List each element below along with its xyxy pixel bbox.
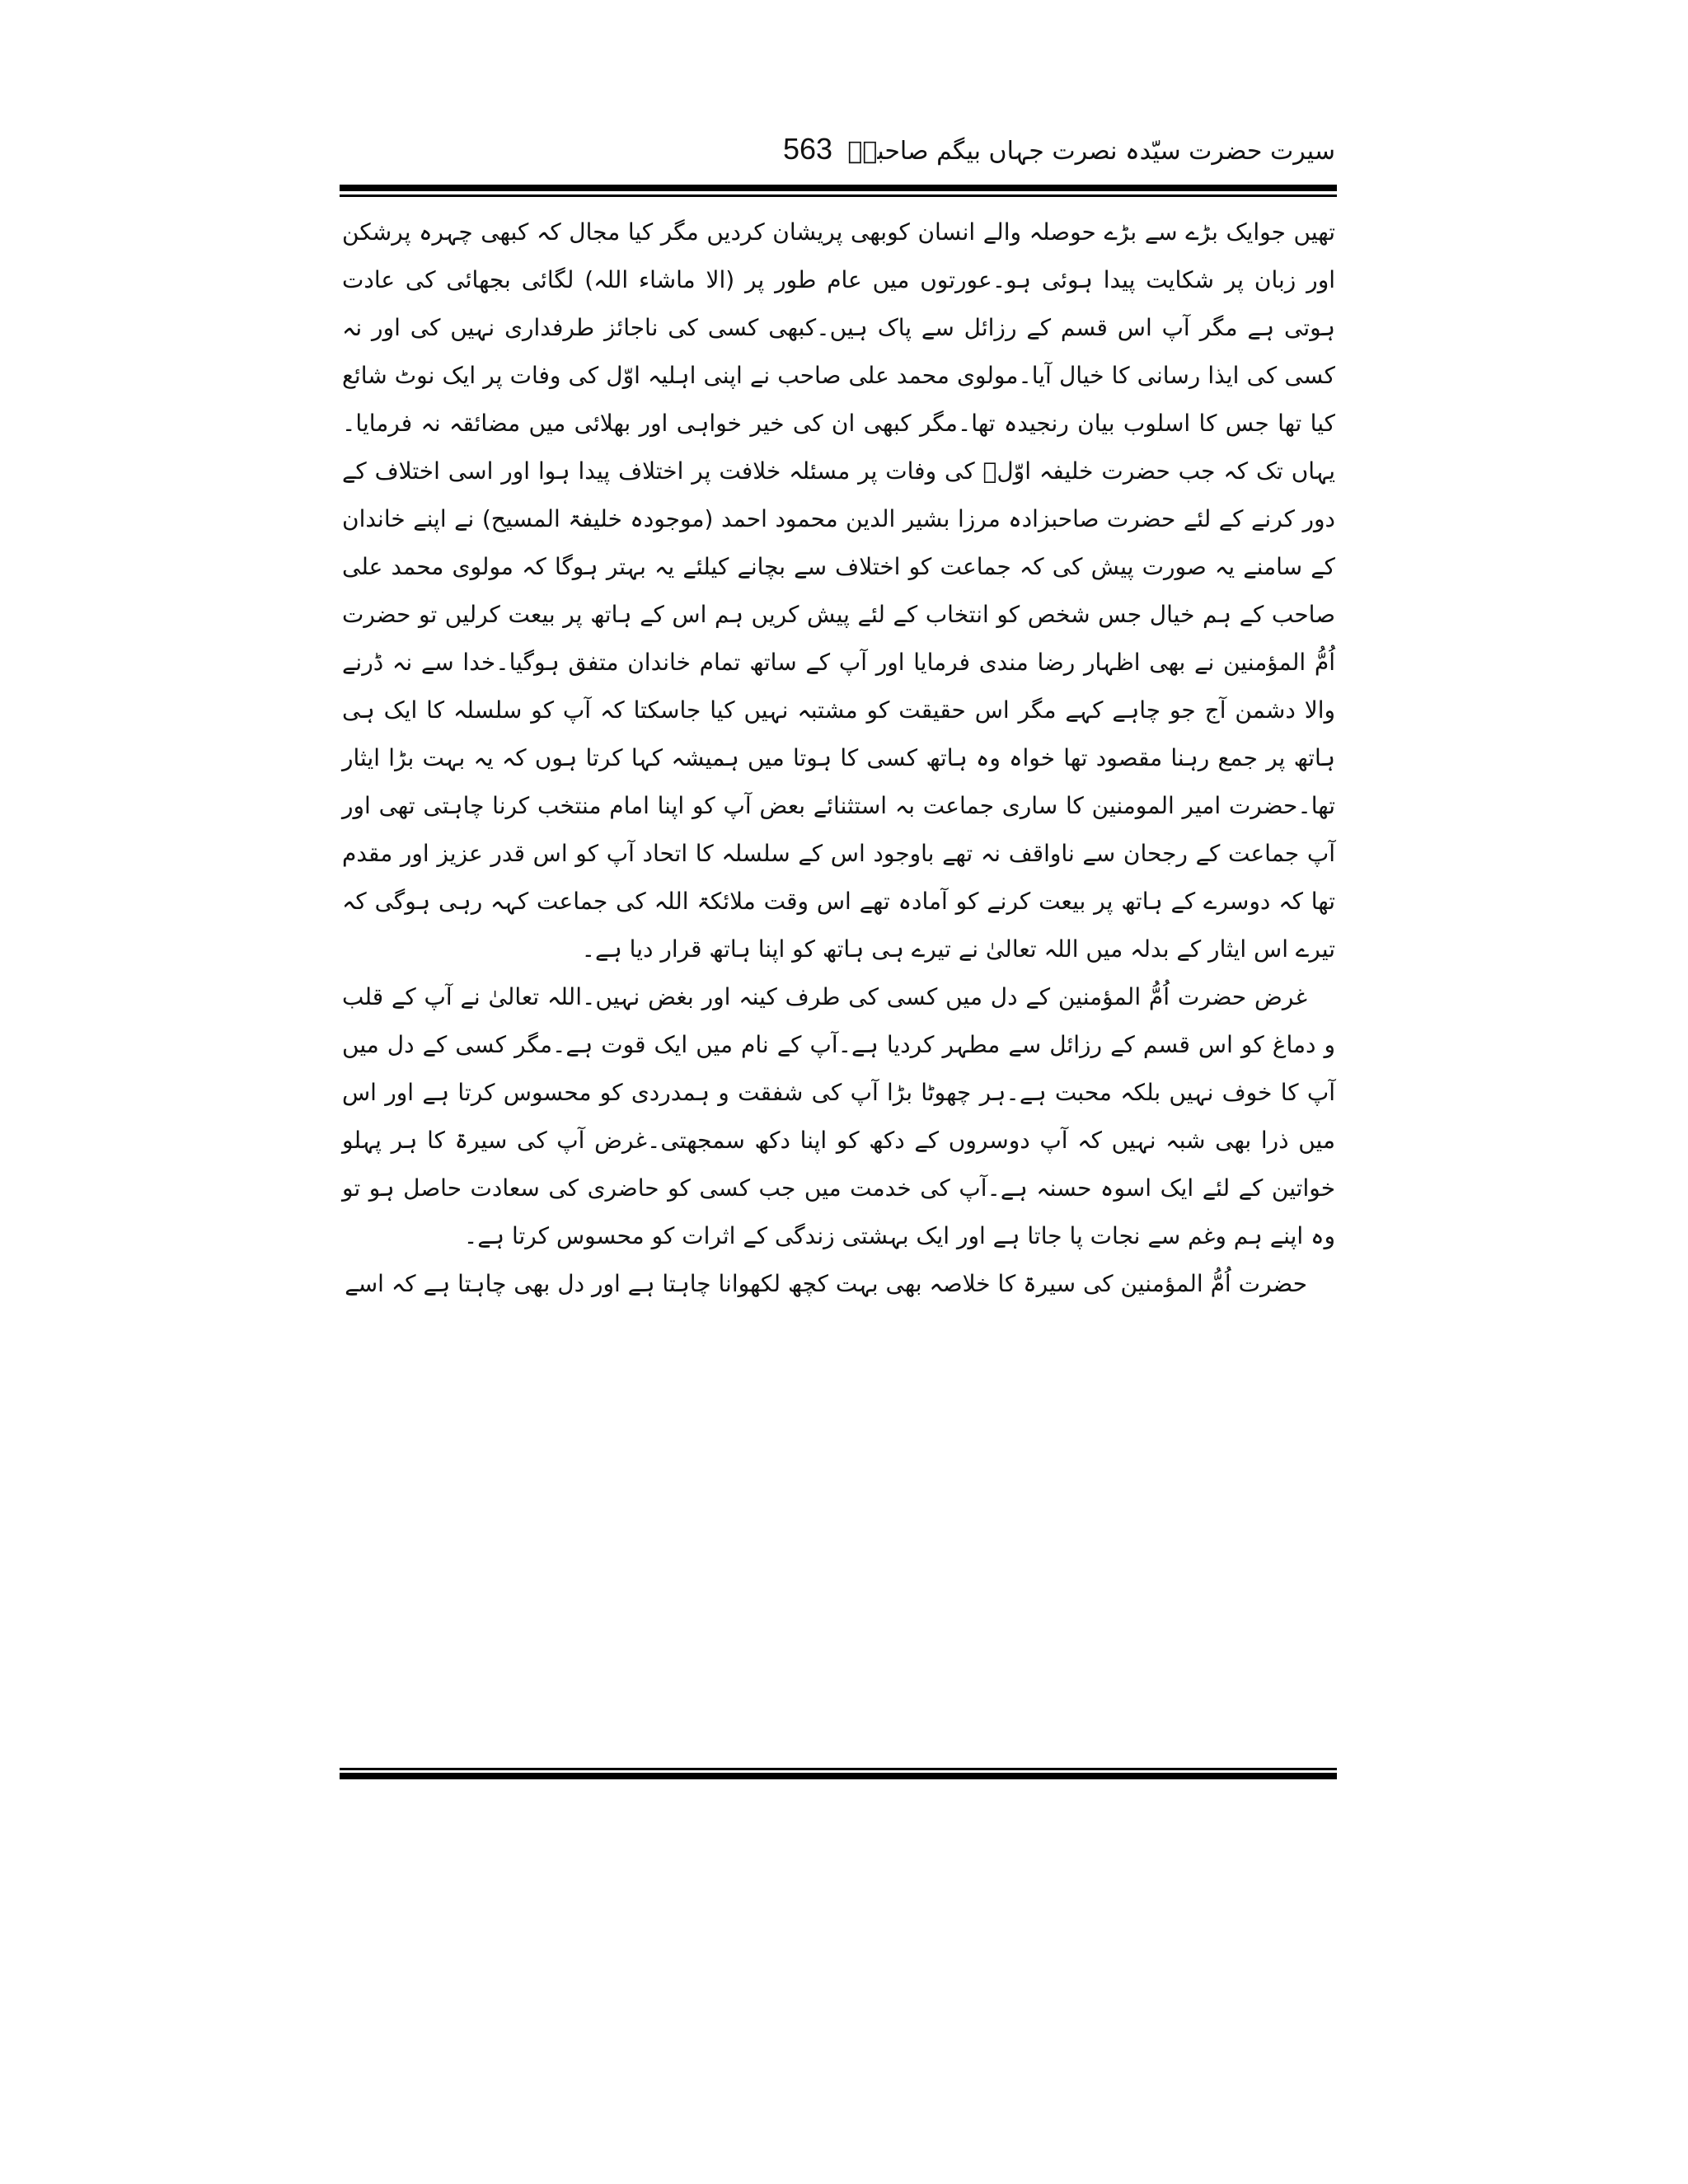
page-header [342,132,1335,181]
paragraph-1: تھیں جوایک بڑے سے بڑے حوصلہ والے انسان کوبھی پریشان کردیں مگر کیا مجال کہ کبھی چہرہ پرشکن اور زبان پر شکایت پیدا ہوئی ہو۔عورتوں میں عام طور پر (الا ماشاء اللہ) لگائی بجھائی کی عادت ہوتی ہے مگر آپ اس قسم کے رزائل سے پاک ہیں۔کبھی کسی کی ناجائز طرفداری نہیں کی اور نہ کسی کی ایذا رسانی کا خیال آیا۔مولوی محمد علی صاحب نے اپنی اہلیہ اوّل کی وفات پر ایک نوٹ شائع کیا تھا جس کا اسلوب بیان رنجیدہ تھا۔مگر کبھی ان کی خیر خواہی اور بھلائی میں مضائقہ نہ فرمایا۔یہاں تک کہ جب حضرت خلیفہ اوّلؓ کی وفات پر مسئلہ خلافت پر اختلاف پیدا ہوا اور اسی اختلاف کے دور کرنے کے لئے حضرت صاحبزادہ مرزا بشیر الدین محمود احمد (موجودہ خلیفۃ المسیح) نے اپنے خاندان کے سامنے یہ صورت پیش کی کہ جماعت کو اختلاف سے بچانے کیلئے یہ بہتر ہوگا کہ مولوی محمد علی صاحب کے ہم خیال جس شخص کو انتخاب کے لئے پیش کریں ہم اس کے ہاتھ پر بیعت کرلیں تو حضرت اُمُّ المؤمنین نے بھی اظہار رضا مندی فرمایا اور آپ کے ساتھ تمام خاندان متفق ہوگیا۔خدا سے نہ ڈرنے والا دشمن آج جو چاہے کہے مگر اس حقیقت کو مشتبہ نہیں کیا جاسکتا کہ آپ کو سلسلہ کا ایک ہی ہاتھ پر جمع رہنا مقصود تھا خواہ وہ ہاتھ کسی کا ہوتا میں ہمیشہ کہا کرتا ہوں کہ یہ بہت بڑا ایثار تھا۔حضرت امیر المومنین کا ساری جماعت بہ استثنائے بعض آپ کو اپنا امام منتخب کرنا چاہتی تھی اور آپ جماعت کے رجحان سے ناواقف نہ تھے باوجود اس کے سلسلہ کا اتحاد آپ کو اس قدر عزیز اور مقدم تھا کہ دوسرے کے ہاتھ پر بیعت کرنے کو آمادہ تھے اس وقت ملائکۃ اللہ کی جماعت کہہ رہی ہوگی کہ تیرے اس ایثار کے بدلہ میں اللہ تعالیٰ نے تیرے ہی ہاتھ کو اپنا ہاتھ قرار دیا ہے۔ [342,218,1336,963]
paragraph-3: حضرت اُمُّ المؤمنین کی سیرۃ کا خلاصہ بھی بہت کچھ لکھوانا چاہتا ہے اور دل بھی چاہتا ہے کہ اسے [345,1270,1307,1297]
paragraph-2: غرض حضرت اُمُّ المؤمنین کے دل میں کسی کی طرف کینہ اور بغض نہیں۔اللہ تعالیٰ نے آپ کے قلب و دماغ کو اس قسم کے رزائل سے مطہر کردیا ہے۔آپ کے نام میں ایک قوت ہے۔مگر کسی کے دل میں آپ کا خوف نہیں بلکہ محبت ہے۔ہر چھوٹا بڑا آپ کی شفقت و ہمدردی کو محسوس کرتا ہے اور اس میں ذرا بھی شبہ نہیں کہ آپ دوسروں کے دکھ کو اپنا دکھ سمجھتی۔غرض آپ کی سیرۃ کا ہر پہلو خواتین کے لئے ایک اسوہ حسنہ ہے۔آپ کی خدمت میں جب کسی کو حاضری کی سعادت حاصل ہو تو وہ اپنے ہم وغم سے نجات پا جاتا ہے اور ایک بہشتی زندگی کے اثرات کو محسوس کرتا ہے۔ [342,983,1335,1249]
header-rule-thick [340,185,1337,191]
header-rule-thin [340,194,1337,197]
footer-rule-thick [340,1773,1337,1779]
running-title: سیرت حضرت سیّدہ نصرت جہاں بیگم صاحبہؓ [847,137,1335,166]
page-number: 563 [783,132,833,166]
footer-rule-thin [340,1768,1337,1770]
body-text [342,209,1335,1308]
